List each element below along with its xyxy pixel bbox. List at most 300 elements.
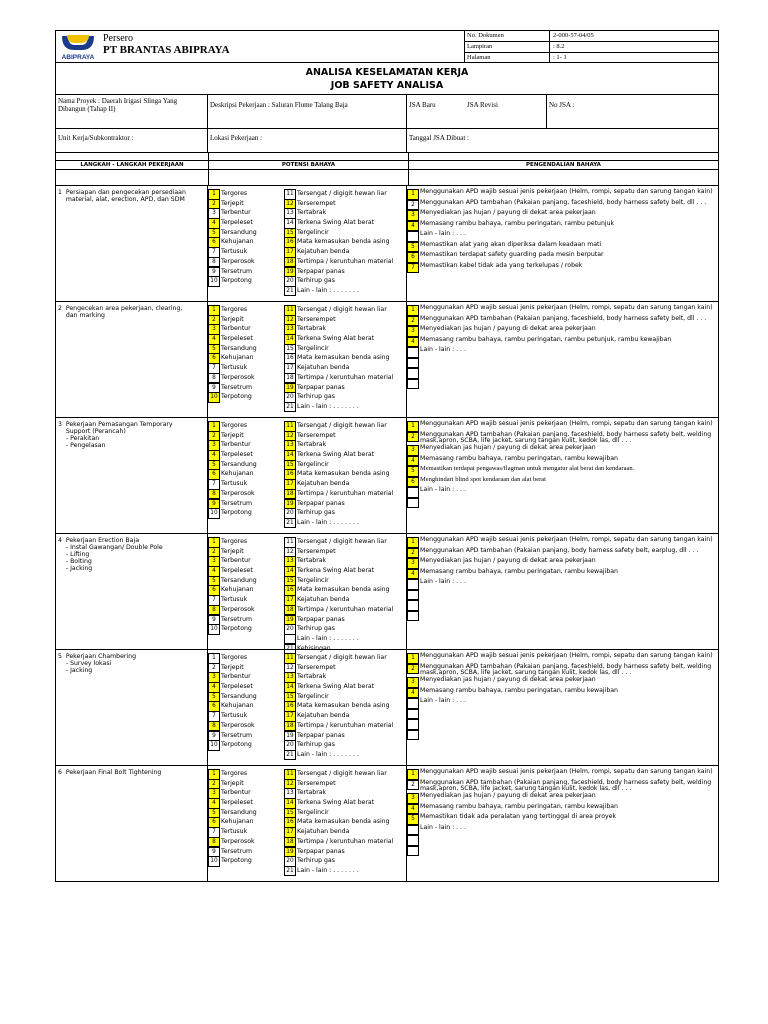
hazard-checkbox[interactable]: 19	[284, 847, 296, 858]
hazard-item[interactable]	[208, 431, 284, 441]
hazard-checkbox[interactable]: 11	[284, 653, 296, 664]
hazard-checkbox[interactable]: 11	[284, 421, 296, 432]
hazard-checkbox[interactable]: 3	[208, 556, 220, 567]
hazard-item[interactable]	[284, 566, 406, 576]
hazard-checkbox[interactable]: 9	[208, 847, 220, 858]
hazard-checkbox[interactable]: 1	[208, 305, 220, 316]
hazard-item[interactable]	[208, 489, 284, 499]
hazard-item[interactable]	[284, 547, 406, 557]
control-item[interactable]	[407, 730, 718, 741]
hazard-checkbox[interactable]: 2	[208, 199, 220, 210]
hazard-checkbox[interactable]: 14	[284, 566, 296, 577]
hazard-checkbox[interactable]: 6	[208, 701, 220, 712]
hazard-checkbox[interactable]: 14	[284, 798, 296, 809]
control-checkbox[interactable]: 4	[407, 688, 419, 699]
hazard-checkbox[interactable]: 7	[208, 595, 220, 606]
hazard-item[interactable]	[284, 798, 406, 808]
hazard-item[interactable]	[208, 827, 284, 837]
hazard-item[interactable]	[284, 576, 406, 586]
hazard-item[interactable]	[284, 556, 406, 566]
hazard-checkbox[interactable]: 2	[208, 779, 220, 790]
control-checkbox[interactable]	[407, 846, 419, 857]
hazard-checkbox[interactable]: 18	[284, 837, 296, 848]
hazard-checkbox[interactable]: 5	[208, 808, 220, 819]
hazard-checkbox[interactable]: 12	[284, 431, 296, 442]
control-checkbox[interactable]: 6	[407, 477, 419, 488]
hazard-checkbox[interactable]: 4	[208, 218, 220, 229]
hazard-checkbox[interactable]: 21	[284, 644, 296, 655]
hazard-checkbox[interactable]: 16	[284, 469, 296, 480]
hazard-checkbox[interactable]: 12	[284, 315, 296, 326]
hazard-item[interactable]	[284, 508, 406, 518]
hazard-item[interactable]	[284, 286, 406, 296]
hazard-checkbox[interactable]: 15	[284, 692, 296, 703]
control-checkbox[interactable]	[407, 231, 419, 242]
hazard-item[interactable]	[208, 624, 284, 634]
hazard-checkbox[interactable]: 10	[208, 740, 220, 751]
hazard-checkbox[interactable]: 18	[284, 373, 296, 384]
hazard-item[interactable]	[208, 450, 284, 460]
hazard-item[interactable]	[284, 315, 406, 325]
hazard-checkbox[interactable]: 10	[208, 276, 220, 287]
hazard-checkbox[interactable]: 15	[284, 808, 296, 819]
control-checkbox[interactable]	[407, 825, 419, 836]
control-checkbox[interactable]: 2	[407, 664, 419, 675]
hazard-checkbox[interactable]: 17	[284, 827, 296, 838]
hazard-checkbox[interactable]: 19	[284, 615, 296, 626]
hazard-item[interactable]	[208, 460, 284, 470]
hazard-checkbox[interactable]: 18	[284, 721, 296, 732]
hazard-checkbox[interactable]: 1	[208, 189, 220, 200]
hazard-item[interactable]	[284, 499, 406, 509]
hazard-item[interactable]	[284, 383, 406, 393]
hazard-item[interactable]	[208, 788, 284, 798]
hazard-item[interactable]	[284, 440, 406, 450]
hazard-checkbox[interactable]: 12	[284, 779, 296, 790]
hazard-checkbox[interactable]: 5	[208, 460, 220, 471]
control-checkbox[interactable]: 1	[407, 537, 419, 548]
hazard-item[interactable]	[284, 537, 406, 547]
control-item[interactable]	[407, 358, 718, 369]
control-item[interactable]	[407, 719, 718, 730]
hazard-checkbox[interactable]: 7	[208, 711, 220, 722]
control-checkbox[interactable]: 3	[407, 558, 419, 569]
hazard-item[interactable]	[284, 267, 406, 277]
hazard-checkbox[interactable]: 3	[208, 788, 220, 799]
hazard-item[interactable]	[284, 808, 406, 818]
hazard-item[interactable]	[284, 460, 406, 470]
hazard-checkbox[interactable]: 21	[284, 866, 296, 877]
control-item[interactable]	[407, 579, 718, 590]
hazard-checkbox[interactable]: 9	[208, 267, 220, 278]
hazard-item[interactable]	[208, 218, 284, 228]
hazard-item[interactable]	[284, 247, 406, 257]
hazard-checkbox[interactable]: 21	[284, 518, 296, 529]
hazard-item[interactable]	[208, 701, 284, 711]
hazard-item[interactable]	[284, 218, 406, 228]
hazard-checkbox[interactable]: 21	[284, 286, 296, 297]
hazard-item[interactable]	[284, 276, 406, 286]
hazard-checkbox[interactable]: 4	[208, 450, 220, 461]
hazard-checkbox[interactable]: 20	[284, 392, 296, 403]
hazard-checkbox[interactable]: 8	[208, 373, 220, 384]
hazard-checkbox[interactable]: 20	[284, 740, 296, 751]
hazard-item[interactable]	[208, 353, 284, 363]
control-item[interactable]	[407, 487, 718, 498]
control-checkbox[interactable]: 1	[407, 421, 419, 432]
control-checkbox[interactable]: 4	[407, 221, 419, 232]
hazard-item[interactable]	[284, 237, 406, 247]
hazard-checkbox[interactable]: 18	[284, 489, 296, 500]
hazard-item[interactable]	[208, 440, 284, 450]
hazard-item[interactable]	[284, 489, 406, 499]
hazard-item[interactable]	[284, 208, 406, 218]
hazard-checkbox[interactable]: 16	[284, 585, 296, 596]
control-checkbox[interactable]: 1	[407, 653, 419, 664]
control-checkbox[interactable]	[407, 698, 419, 709]
hazard-checkbox[interactable]: 20	[284, 856, 296, 867]
control-item[interactable]	[407, 780, 718, 794]
control-checkbox[interactable]: 2	[407, 548, 419, 559]
control-item[interactable]	[407, 537, 718, 548]
hazard-item[interactable]	[284, 701, 406, 711]
control-item[interactable]	[407, 825, 718, 836]
hazard-checkbox[interactable]: 18	[284, 605, 296, 616]
hazard-checkbox[interactable]: 13	[284, 208, 296, 219]
control-item[interactable]	[407, 368, 718, 379]
hazard-checkbox[interactable]: 7	[208, 247, 220, 258]
hazard-checkbox[interactable]: 14	[284, 218, 296, 229]
hazard-checkbox[interactable]: 8	[208, 721, 220, 732]
control-checkbox[interactable]	[407, 600, 419, 611]
hazard-checkbox[interactable]: 2	[208, 431, 220, 442]
hazard-item[interactable]	[284, 595, 406, 605]
hazard-item[interactable]	[284, 605, 406, 615]
hazard-item[interactable]	[284, 856, 406, 866]
control-checkbox[interactable]: 1	[407, 769, 419, 780]
hazard-checkbox[interactable]: 6	[208, 469, 220, 480]
hazard-item[interactable]	[208, 257, 284, 267]
control-checkbox[interactable]: 2	[407, 200, 419, 211]
hazard-checkbox[interactable]: 14	[284, 450, 296, 461]
hazard-checkbox[interactable]: 9	[208, 499, 220, 510]
hazard-item[interactable]	[208, 344, 284, 354]
hazard-item[interactable]	[208, 469, 284, 479]
control-checkbox[interactable]	[407, 498, 419, 509]
control-checkbox[interactable]: 1	[407, 305, 419, 316]
hazard-checkbox[interactable]: 19	[284, 731, 296, 742]
hazard-item[interactable]	[208, 837, 284, 847]
hazard-checkbox[interactable]: 10	[208, 392, 220, 403]
hazard-item[interactable]	[284, 344, 406, 354]
hazard-item[interactable]	[284, 479, 406, 489]
hazard-item[interactable]	[284, 615, 406, 625]
control-item[interactable]	[407, 558, 718, 569]
hazard-item[interactable]	[208, 692, 284, 702]
control-checkbox[interactable]: 4	[407, 337, 419, 348]
control-item[interactable]	[407, 305, 718, 316]
hazard-checkbox[interactable]: 20	[284, 508, 296, 519]
control-checkbox[interactable]: 4	[407, 804, 419, 815]
control-checkbox[interactable]: 3	[407, 677, 419, 688]
hazard-item[interactable]	[208, 682, 284, 692]
hazard-checkbox[interactable]: 13	[284, 556, 296, 567]
hazard-item[interactable]	[284, 653, 406, 663]
hazard-item[interactable]	[208, 740, 284, 750]
hazard-item[interactable]	[208, 556, 284, 566]
hazard-checkbox[interactable]: 20	[284, 276, 296, 287]
hazard-item[interactable]	[208, 305, 284, 315]
hazard-item[interactable]	[208, 189, 284, 199]
hazard-item[interactable]	[208, 585, 284, 595]
control-checkbox[interactable]: 3	[407, 445, 419, 456]
hazard-item[interactable]	[208, 228, 284, 238]
hazard-item[interactable]	[284, 837, 406, 847]
hazard-checkbox[interactable]: 11	[284, 769, 296, 780]
hazard-item[interactable]	[208, 383, 284, 393]
hazard-item[interactable]	[284, 634, 406, 644]
hazard-checkbox[interactable]: 4	[208, 334, 220, 345]
hazard-item[interactable]	[284, 305, 406, 315]
hazard-checkbox[interactable]: 6	[208, 237, 220, 248]
hazard-checkbox[interactable]: 9	[208, 731, 220, 742]
hazard-checkbox[interactable]: 6	[208, 817, 220, 828]
hazard-item[interactable]	[208, 731, 284, 741]
hazard-checkbox[interactable]: 12	[284, 547, 296, 558]
hazard-item[interactable]	[208, 576, 284, 586]
hazard-item[interactable]	[208, 605, 284, 615]
control-item[interactable]	[407, 347, 718, 358]
hazard-checkbox[interactable]: 5	[208, 344, 220, 355]
hazard-checkbox[interactable]: 6	[208, 585, 220, 596]
hazard-checkbox[interactable]: 7	[208, 827, 220, 838]
hazard-item[interactable]	[284, 392, 406, 402]
control-item[interactable]	[407, 421, 718, 432]
hazard-item[interactable]	[284, 334, 406, 344]
control-checkbox[interactable]	[407, 379, 419, 390]
hazard-item[interactable]	[208, 615, 284, 625]
hazard-checkbox[interactable]: 3	[208, 440, 220, 451]
hazard-checkbox[interactable]: 2	[208, 547, 220, 558]
control-checkbox[interactable]	[407, 487, 419, 498]
hazard-checkbox[interactable]: 19	[284, 499, 296, 510]
hazard-checkbox[interactable]: 3	[208, 208, 220, 219]
hazard-item[interactable]	[284, 711, 406, 721]
hazard-item[interactable]	[208, 392, 284, 402]
hazard-item[interactable]	[284, 353, 406, 363]
hazard-checkbox[interactable]: 16	[284, 701, 296, 712]
hazard-item[interactable]	[208, 208, 284, 218]
hazard-item[interactable]	[208, 537, 284, 547]
control-item[interactable]	[407, 600, 718, 611]
hazard-checkbox[interactable]: 13	[284, 324, 296, 335]
hazard-item[interactable]	[284, 431, 406, 441]
control-checkbox[interactable]	[407, 368, 419, 379]
control-checkbox[interactable]	[407, 590, 419, 601]
hazard-checkbox[interactable]: 20	[284, 624, 296, 635]
control-checkbox[interactable]: 3	[407, 210, 419, 221]
hazard-item[interactable]	[284, 827, 406, 837]
control-checkbox[interactable]	[407, 719, 419, 730]
hazard-item[interactable]	[284, 469, 406, 479]
control-checkbox[interactable]: 2	[407, 316, 419, 327]
hazard-item[interactable]	[208, 479, 284, 489]
hazard-checkbox[interactable]: 3	[208, 324, 220, 335]
hazard-item[interactable]	[208, 798, 284, 808]
hazard-item[interactable]	[208, 247, 284, 257]
control-item[interactable]	[407, 210, 718, 221]
hazard-item[interactable]	[284, 324, 406, 334]
control-checkbox[interactable]: 5	[407, 466, 419, 477]
hazard-item[interactable]	[208, 856, 284, 866]
hazard-item[interactable]	[284, 847, 406, 857]
hazard-item[interactable]	[284, 228, 406, 238]
hazard-item[interactable]	[208, 847, 284, 857]
hazard-checkbox[interactable]: 9	[208, 615, 220, 626]
hazard-checkbox[interactable]: 10	[208, 508, 220, 519]
control-item[interactable]	[407, 498, 718, 509]
hazard-item[interactable]	[284, 663, 406, 673]
hazard-checkbox[interactable]: 11	[284, 189, 296, 200]
hazard-item[interactable]	[208, 276, 284, 286]
hazard-checkbox[interactable]: 5	[208, 576, 220, 587]
hazard-item[interactable]	[284, 817, 406, 827]
control-checkbox[interactable]	[407, 611, 419, 622]
control-item[interactable]	[407, 252, 718, 263]
hazard-checkbox[interactable]: 5	[208, 228, 220, 239]
hazard-item[interactable]	[284, 779, 406, 789]
hazard-checkbox[interactable]: 5	[208, 692, 220, 703]
hazard-item[interactable]	[208, 808, 284, 818]
control-checkbox[interactable]: 2	[407, 432, 419, 443]
hazard-checkbox[interactable]: 6	[208, 353, 220, 364]
control-item[interactable]	[407, 432, 718, 446]
control-item[interactable]	[407, 611, 718, 622]
hazard-checkbox[interactable]: 8	[208, 257, 220, 268]
hazard-checkbox[interactable]: 2	[208, 663, 220, 674]
hazard-item[interactable]	[284, 189, 406, 199]
hazard-checkbox[interactable]: 14	[284, 682, 296, 693]
hazard-checkbox[interactable]: 11	[284, 305, 296, 316]
hazard-checkbox[interactable]: 10	[208, 624, 220, 635]
hazard-item[interactable]	[208, 711, 284, 721]
control-item[interactable]	[407, 263, 718, 274]
control-item[interactable]	[407, 590, 718, 601]
hazard-checkbox[interactable]: 17	[284, 595, 296, 606]
hazard-checkbox[interactable]: 19	[284, 383, 296, 394]
hazard-checkbox[interactable]: 15	[284, 344, 296, 355]
hazard-item[interactable]	[208, 315, 284, 325]
hazard-checkbox[interactable]: 9	[208, 383, 220, 394]
control-checkbox[interactable]: 7	[407, 263, 419, 274]
hazard-item[interactable]	[284, 692, 406, 702]
hazard-item[interactable]	[284, 769, 406, 779]
hazard-item[interactable]	[284, 750, 406, 760]
control-item[interactable]	[407, 664, 718, 678]
hazard-checkbox[interactable]: 8	[208, 489, 220, 500]
hazard-item[interactable]	[208, 721, 284, 731]
hazard-item[interactable]	[284, 199, 406, 209]
hazard-item[interactable]	[208, 672, 284, 682]
hazard-item[interactable]	[208, 663, 284, 673]
control-checkbox[interactable]: 3	[407, 793, 419, 804]
control-item[interactable]	[407, 379, 718, 390]
hazard-item[interactable]	[208, 779, 284, 789]
hazard-checkbox[interactable]: 4	[208, 566, 220, 577]
control-checkbox[interactable]: 4	[407, 456, 419, 467]
hazard-item[interactable]	[284, 721, 406, 731]
control-checkbox[interactable]	[407, 835, 419, 846]
hazard-checkbox[interactable]: 8	[208, 837, 220, 848]
control-checkbox[interactable]: 1	[407, 189, 419, 200]
hazard-item[interactable]	[284, 421, 406, 431]
control-checkbox[interactable]	[407, 347, 419, 358]
control-item[interactable]	[407, 846, 718, 857]
hazard-item[interactable]	[284, 257, 406, 267]
control-checkbox[interactable]: 2	[407, 780, 419, 791]
hazard-checkbox[interactable]: 4	[208, 798, 220, 809]
hazard-item[interactable]	[284, 585, 406, 595]
hazard-item[interactable]	[208, 547, 284, 557]
hazard-checkbox[interactable]: 17	[284, 247, 296, 258]
hazard-checkbox[interactable]: 4	[208, 682, 220, 693]
hazard-checkbox[interactable]: 21	[284, 402, 296, 413]
hazard-checkbox[interactable]: 15	[284, 228, 296, 239]
hazard-item[interactable]	[208, 508, 284, 518]
hazard-checkbox[interactable]: 1	[208, 769, 220, 780]
control-checkbox[interactable]: 5	[407, 242, 419, 253]
hazard-item[interactable]	[284, 682, 406, 692]
control-checkbox[interactable]	[407, 579, 419, 590]
hazard-item[interactable]	[284, 363, 406, 373]
hazard-checkbox[interactable]: 16	[284, 817, 296, 828]
hazard-item[interactable]	[208, 334, 284, 344]
control-checkbox[interactable]: 4	[407, 569, 419, 580]
hazard-item[interactable]	[284, 740, 406, 750]
hazard-item[interactable]	[208, 817, 284, 827]
control-item[interactable]	[407, 326, 718, 337]
hazard-checkbox[interactable]: 15	[284, 576, 296, 587]
control-checkbox[interactable]	[407, 730, 419, 741]
hazard-checkbox[interactable]: 14	[284, 334, 296, 345]
hazard-checkbox[interactable]: 10	[208, 856, 220, 867]
control-item[interactable]	[407, 698, 718, 709]
hazard-checkbox[interactable]: 15	[284, 460, 296, 471]
hazard-checkbox[interactable]: 13	[284, 788, 296, 799]
hazard-checkbox[interactable]: 16	[284, 237, 296, 248]
hazard-checkbox[interactable]: 18	[284, 257, 296, 268]
hazard-checkbox[interactable]: 7	[208, 363, 220, 374]
hazard-item[interactable]	[208, 769, 284, 779]
hazard-checkbox[interactable]: 1	[208, 421, 220, 432]
hazard-item[interactable]	[284, 624, 406, 634]
hazard-checkbox[interactable]: 8	[208, 605, 220, 616]
hazard-checkbox[interactable]: 19	[284, 267, 296, 278]
hazard-item[interactable]	[208, 566, 284, 576]
hazard-checkbox[interactable]: 16	[284, 353, 296, 364]
hazard-checkbox[interactable]: 17	[284, 479, 296, 490]
hazard-item[interactable]	[208, 267, 284, 277]
hazard-checkbox[interactable]: 1	[208, 653, 220, 664]
hazard-checkbox[interactable]: 13	[284, 440, 296, 451]
hazard-item[interactable]	[284, 866, 406, 876]
control-checkbox[interactable]: 5	[407, 814, 419, 825]
hazard-checkbox[interactable]: 17	[284, 363, 296, 374]
control-item[interactable]	[407, 653, 718, 664]
hazard-item[interactable]	[284, 402, 406, 412]
hazard-item[interactable]	[208, 653, 284, 663]
hazard-item[interactable]	[208, 373, 284, 383]
